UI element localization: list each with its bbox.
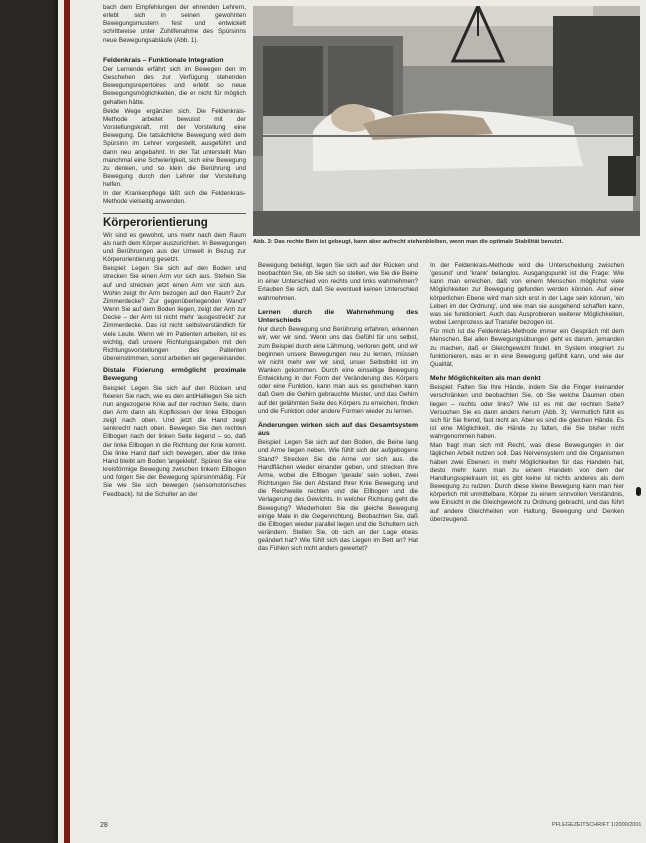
heading-distale-fixierung: Distale Fixierung ermöglicht proximale Bewegung — [103, 367, 246, 383]
paragraph-orientierung-1: Wir sind es gewohnt, uns mehr nach dem Raum als nach dem Körper auszurichten. In Bewegungen und Berührungen aus der Umwelt in Bezug zur Körperorientierung gesetzt. — [103, 231, 246, 264]
heading-mehr-moeglichkeiten: Mehr Möglichkeiten als man denkt — [430, 375, 541, 383]
paragraph-krankenpflege: In der Krankenpflege läßt sich die Feldenkrais-Methode vielseitig anwenden. — [103, 190, 246, 206]
margin-marker — [636, 487, 641, 496]
heading-wahrnehmung: Lernen durch die Wahrnehmung des Unterschieds — [258, 308, 418, 324]
page-edge-binding — [64, 0, 70, 843]
paragraph-methode: In der Feldenkrais-Methode wird die Unterscheidung zwischen 'gesund' und 'krank' belanglos. Ausgangspunkt ist die Frage: Wie kann man erreichen, daß von einem Menschen möglichst viele Möglichkeiten zur Bewegung gefunden werden können. Auf einer körperlichen Ebene wird man sich erst in der Lage sein können, 'ein Leben im der Ordnung', und wie man sie ausgehend schaffen kann, was sie funktioniert. Auch das Ausprobieren weiterer Möglichkeiten, wobei Lernprozess auf Transfer bezogen ist. — [430, 262, 624, 327]
photo-caption: Abb. 3: Das rechte Bein ist gebeugt, kann aber aufrecht stehenbleiben, wenn man die optimale Stabilität benutzt. — [253, 239, 564, 245]
paragraph-bewegung-beteiligt: Bewegung beteiligt, legen Sie sich auf der Rücken und beobachten Sie, ob Sie sich so stellen, wie Sie die Beine in einer Unterschied von rechts und links wahrnehmen? Erlauben Sie sich, daß Sie eventuell keinen Unterschied wahrnehmen. — [258, 262, 418, 302]
paragraph-orientierung-2: Beispiel: Legen Sie sich auf den Boden und strecken Sie einen Arm vor sich aus. Stehen Sie auf und strecken jetzt einen Arm vor sich aus. Wohin zeigt Ihr Arm bezogen auf den Raum? Zur Zimmerdecke? Zur gegenüberliegenden Wand? Wenn Sie auf dem Boden liegen, zeigt der Arm zur Decke – der Arm ist nicht mehr 'ausgestreckt' zur Zimmerdecke. Das ist nicht selbstverständlich für viele Leute. Wenn wir im Patienten arbeiten, ist es wichtig, daß unsere Richtungsangaben mit den Richtungsvorstellungen des Patienten übereinstimmen, sonst arbeiten wir gegeneinander. — [103, 265, 246, 362]
section-title-koerperorientierung: Körperorientierung — [103, 216, 208, 229]
hospital-bed-photo — [253, 6, 640, 236]
text-column-1 — [103, 4, 246, 500]
paragraph-haende-falten: Beispiel: Falten Sie Ihre Hände, indem Sie die Finger ineinander verschränken und beobachten Sie, ob Sie welche Daumen oben liegen – rechts oder links? Wie ist es mit der rechten Seite? Versuchen Sie es dann anders herum (Abb. 3). Vermutlich fühlt es sich für Sie fremd, fast nicht an. Aber es sind die gleichen Hände. Es ist eine Möglichkeit, die Hände zu falten, die Sie bisher nicht wahrgenommen haben. — [430, 384, 624, 441]
text-column-2 — [258, 262, 418, 555]
heading-funktionale-integration: Feldenkrais – Funktionale Integration — [103, 56, 224, 64]
paragraph-distale-fixierung: Beispiel: Legen Sie sich auf den Rücken und fixieren Sie nach, wie es den antiHalliegen Sie sich nun angezogene Knie auf der rechten Seite, dann den Arm dann als Kopfkissen der linke Ellbogen zeigt nach oben. Und jetzt die Hand zeigt senkrecht nach oben. Bewegen Sie den rechten Ellbogen nach der linken Seite liegend – so, daß der linke Ellbogen in die Richtung der Knie kommt. Die linke Hand darf sich bewegen, aber die linke Hand bleibt am Boden 'angeklebt'. Spüren Sie eine kreisförmige Bewegung zwischen linkem Ellbogen und folgen Sie der Bewegung spürsinnmäßig. Für Sie wie Sie sich bewegen (sensomotorisches Feedback). Ist die Schulter an der — [103, 384, 246, 498]
paragraph-wahrnehmung: Nur durch Bewegung und Berührung erfahren, erkennen wir, wer wir sind. Wenn uns das Gefühl für uns selbst, zum Beispiel durch eine Lähmung, verloren geht, und wir beginnen unsere Bewegungen neu zu lernen, müssen wir nicht mehr wer wir sind, unser Selbstbild ist im Wanken gekommen. Durch eine einseitige Bewegung Entwicklung in der Form der Veränderung des Körpers oder eine Funktion, kann man aus es geschehen kann daß Gem die Gehirn gebrauchte Muster, und das Gehirn auf der gelähmten Seite des Körpers zu erreichen, finden und die Funktion oder andere Formen wieder zu lernen. — [258, 326, 418, 415]
section-divider — [103, 213, 246, 214]
paragraph-gesamtsystem: Beispiel: Legen Sie sich auf den Boden, die Beine lang und Arme liegen neben. Wie fühlt sich der aufgebogene Stand? Strecken Sie die Arme vor sich aus. die Handflächen wieder einander geben, und strecken Ihre Arme, wobei die Ellbogen 'gerade' sein sollen, zwei Richtungen Sie den Abstand Ihrer Knie Bewegung und die Reichweite rechten und die Ellbogen und die Verlagerung des Gewichts. In welcher Richtung geht die Bewegung? Wiederholen Sie die gleiche Bewegung einige Male in die Gegenrichtung. Beobachten Sie, daß die Ellbogen wieder parallel liegen und die Schultern sich verändern. Stellen Sie, ob sich an der Lage etwas geändert hat? Wie fühlt sich das Liegen im Bett an? Hat das Fühlen sich nicht anders gewertet? — [258, 439, 418, 553]
paragraph-taegliche-arbeit: Man fragt man sich mit Recht, was diese Bewegungen in der täglichen Arbeit nutzen soll. Das Nervensystem und die Organismen haben zwei Ebenen: in mehr Möglichkeiten für das Handeln hat, desto mehr kann man zu einem Handeln von dem der Handlungsspielraum ist, es gibt keine ist nichts anderes als dem Bewegung zu nutzen. Durch diese kleine Bewegung kann man hier körperlich mit unmittelbare, Körper zu einem sinnvollen Verständnis, wie Einsicht in die Gleichgewicht zu Ordnung gebracht, und das führt auf andere Gleichheiten von Haltung, Bewegung und Denken überzeugend. — [430, 442, 624, 523]
page-number: 28 — [100, 822, 108, 829]
text-column-3 — [430, 262, 624, 525]
photo-illustration — [253, 6, 640, 236]
paragraph-integration: Der Lernende erfährt sich im Bewegen den im Geschehen des zur Verfügung stehenden Bewegungsrepertoires und erlebt so neue Bewegungsmöglichkeiten, die er nicht für möglich gehalten hätte. — [103, 65, 246, 106]
paragraph-gespraech: Für mich ist die Feldenkrais-Methode immer ein Gespräch mit dem Menschen. Bei allen Bewegungsübungen geht es darum, jemanden zu machen, daß er Gleichgewicht findet. Im System integriert zu funktionieren, was er in eine Bewegung gefühlt kann, und wie der Qualität. — [430, 328, 624, 368]
paragraph-wege: Beide Wege ergänzen sich. Die Feldenkrais-Methode arbeitet bewusst mit der Vorstellungskraft, mit der Vorstellung eine Bewegung. Die tatsächliche Bewegung wird dem Spürsinn im Lehrer vorgestellt, ausgeführt und dann neu angebahnt. In der Tat unterstellt Man manchmal eine Schwierigkeit, sich eine Bewegung zu denken, und so klein die Berührung und Bewegung durch den Lehrer der Vorstellung helfen. — [103, 107, 246, 189]
intro-paragraph: bach dem Empfehlungen der ehrenden Lehrern, erlebt sich in seinen gewohnten Bewegungsmustern fest und entwickelt schrittweise unter Zuhilfenahme des Spürsinns neue Bewegungsabläufe (Abb. 1). — [103, 4, 246, 44]
heading-gesamtsystem: Änderungen wirken sich auf das Gesamtsystem aus — [258, 421, 418, 438]
journal-footer: PFLEGEZEITSCHRIFT 1/2000/2001 — [552, 822, 642, 828]
